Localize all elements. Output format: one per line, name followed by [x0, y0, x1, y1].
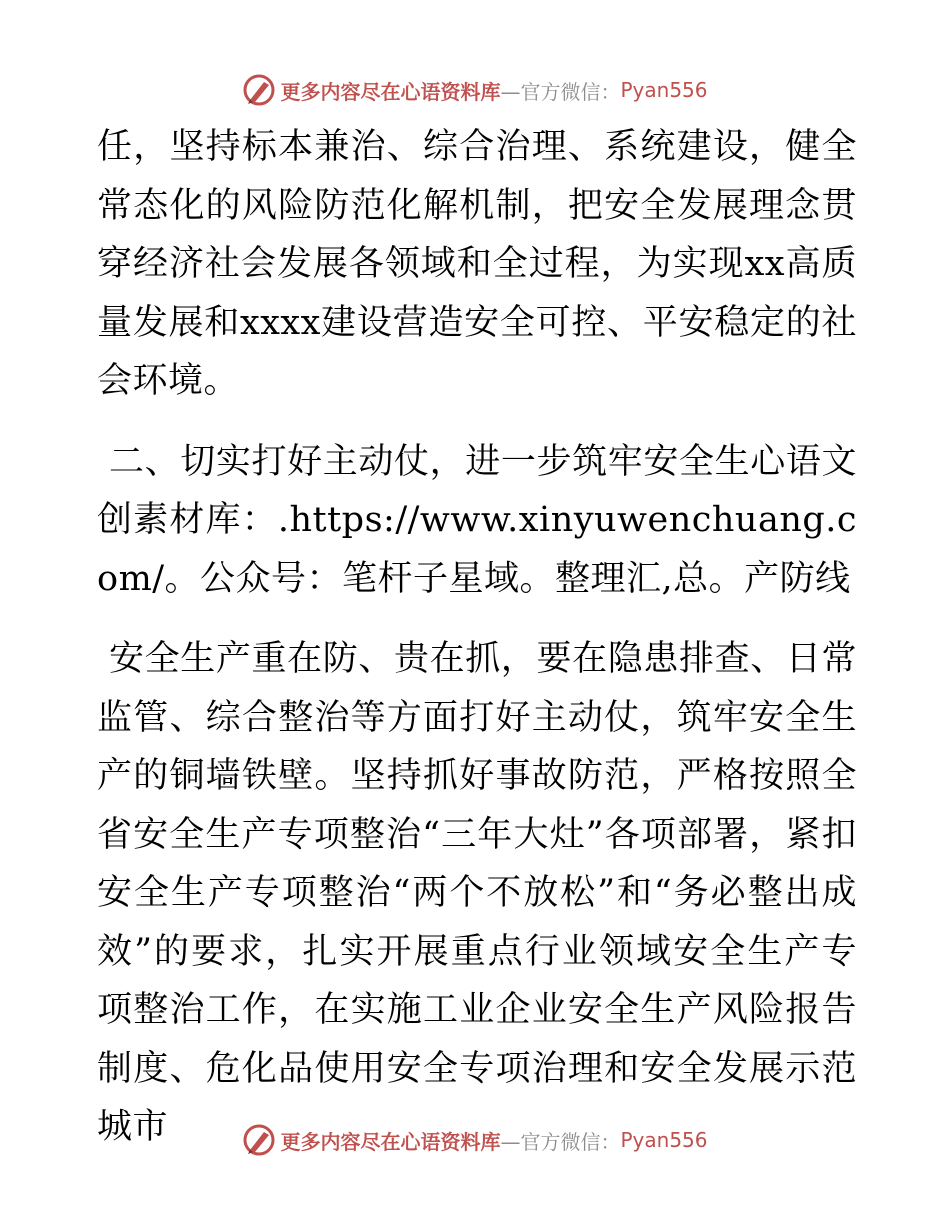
document-body [97, 118, 857, 1157]
pen-logo-icon [242, 73, 276, 107]
header-wechat-id: Pyan556 [620, 78, 708, 102]
footer-watermark [0, 1120, 950, 1160]
header-brand-text: 更多内容尽在心语资料库 [280, 79, 501, 104]
footer-brand-text: 更多内容尽在心语资料库 [280, 1129, 501, 1154]
pen-logo-icon [242, 1123, 276, 1157]
header-dash-text: —官方微信： [500, 79, 621, 104]
header-watermark [0, 70, 950, 110]
footer-dash-text: —官方微信： [500, 1129, 621, 1154]
paragraph-2: 二、切实打好主动仗，进一步筑牢安全生心语文创素材库：.https://www.xinyuwenchuang.com/。公众号：笔杆子星域。整理汇,总。产防线 [97, 441, 857, 599]
paragraph-1: 任，坚持标本兼治、综合治理、系统建设，健全常态化的风险防范化解机制，把安全发展理念贯穿经济社会发展各领域和全过程，为实现xx高质量发展和xxxx建设营造安全可控、平安稳定的社会环境。 [97, 127, 857, 401]
paragraph-3: 安全生产重在防、贵在抓，要在隐患排查、日常监管、综合整治等方面打好主动仗，筑牢安全生产的铜墙铁壁。坚持抓好事故防范，严格按照全省安全生产专项整治“三年大灶”各项部署，紧扣安全生产专项整治“两个不放松”和“务必整出成效”的要求，扎实开展重点行业领域安全生产专项整治工作，在实施工业企业安全生产风险报告制度、危化品使用安全专项治理和安全发展示范城市 [97, 639, 857, 1147]
footer-wechat-id: Pyan556 [620, 1128, 708, 1152]
